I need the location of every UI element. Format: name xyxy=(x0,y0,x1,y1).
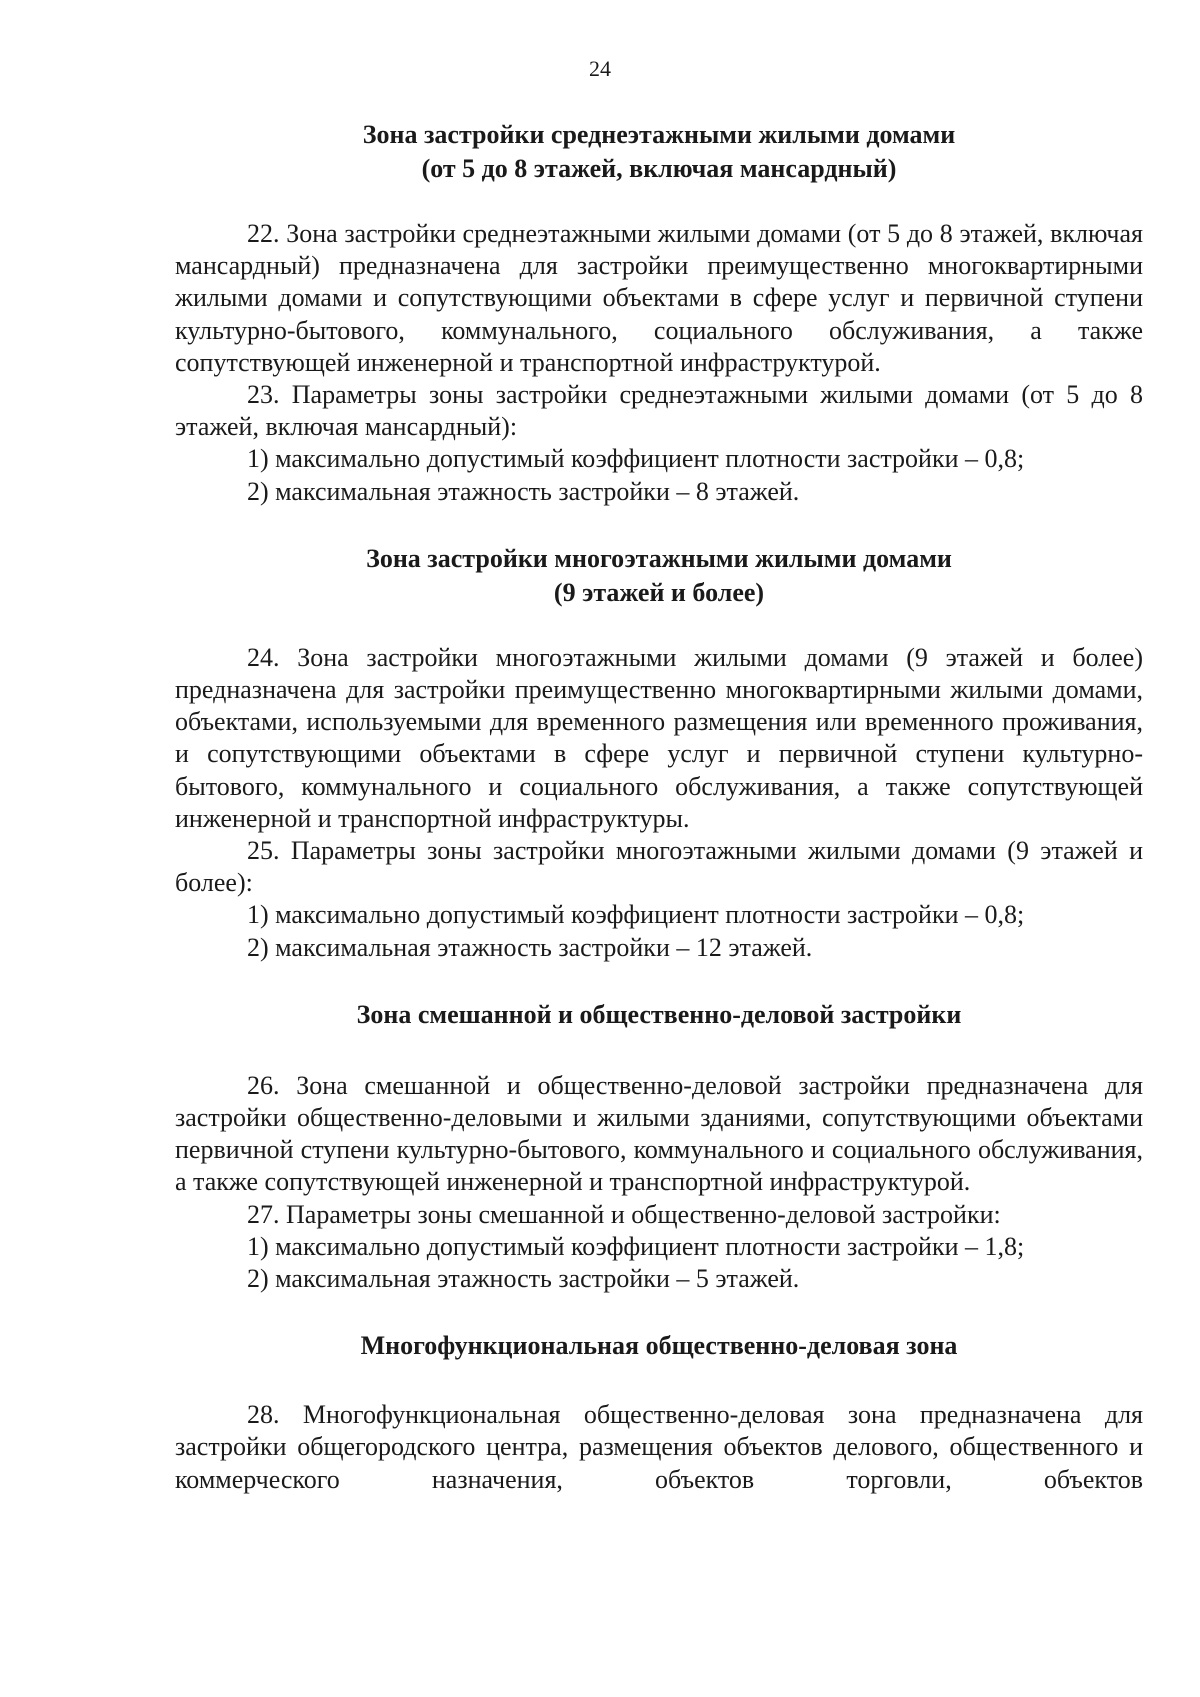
paragraph-28: 28. Многофункциональная общественно-деловая зона предназначена для застройки общегородского центра, размещения объектов делового, общественного и коммерческого назначения, объектов торговли, объектов xyxy=(175,1400,1143,1494)
list-item: 1) максимально допустимый коэффициент плотности застройки – 0,8; xyxy=(247,900,1025,930)
paragraph-23: 23. Параметры зоны застройки среднеэтажными жилыми домами (от 5 до 8 этажей, включая мансардный): xyxy=(175,380,1143,442)
list-item: 1) максимально допустимый коэффициент плотности застройки – 0,8; xyxy=(247,444,1025,474)
section-heading-line: Зона застройки среднеэтажными жилыми домами xyxy=(362,120,956,149)
list-item: 2) максимальная этажность застройки – 8 этажей. xyxy=(247,476,800,506)
page-number: 24 xyxy=(589,56,611,81)
section-heading-multifunctional xyxy=(175,1329,1143,1363)
paragraph-26: 26. Зона смешанной и общественно-деловой застройки предназначена для застройки общественно-деловыми и жилыми зданиями, сопутствующими объектами первичной ступени культурно-бытового, коммунального и социального обслуживания, а также сопутствующей инженерной и транспортной инфраструктурой. xyxy=(175,1070,1143,1197)
paragraph-22: 22. Зона застройки среднеэтажными жилыми домами (от 5 до 8 этажей, включая мансардный) предназначена для застройки преимущественно многоквартирными жилыми домами и сопутствующими объектами в сфере услуг и первичной ступени культурно-бытового, коммунального, социального обслуживания, а также сопутствующей инженерной и транспортной инфраструктурой. xyxy=(175,219,1143,377)
section-heading-line: Зона застройки многоэтажными жилыми домами xyxy=(366,543,952,573)
section-heading-midrise xyxy=(175,118,1143,186)
section-heading-line: Многофункциональная общественно-деловая зона xyxy=(360,1331,958,1361)
section-heading-line: Зона смешанной и общественно-деловой застройки xyxy=(356,999,962,1029)
paragraph-27: 27. Параметры зоны смешанной и общественно-деловой застройки: xyxy=(247,1199,1001,1229)
list-item: 2) максимальная этажность застройки – 12 этажей. xyxy=(247,932,813,962)
paragraph-24: 24. Зона застройки многоэтажными жилыми домами (9 этажей и более) предназначена для застройки преимущественно многоквартирными жилыми домами, объектами, используемыми для временного размещения или временного проживания, и сопутствующими объектами в сфере услуг и первичной ступени культурно-бытового, коммунального и социального обслуживания, а также сопутствующей инженерной и транспортной инфраструктуры. xyxy=(175,642,1143,833)
paragraph-25: 25. Параметры зоны застройки многоэтажными жилыми домами (9 этажей и более): xyxy=(175,836,1143,898)
section-heading-line: (от 5 до 8 этажей, включая мансардный) xyxy=(421,154,897,183)
list-item: 1) максимально допустимый коэффициент плотности застройки – 1,8; xyxy=(247,1231,1025,1261)
section-heading-highrise xyxy=(175,542,1143,610)
document-body xyxy=(175,118,1143,1496)
list-item: 2) максимальная этажность застройки – 5 этажей. xyxy=(247,1264,800,1294)
section-heading-line: (9 этажей и более) xyxy=(553,577,765,607)
section-heading-mixed xyxy=(175,998,1143,1032)
